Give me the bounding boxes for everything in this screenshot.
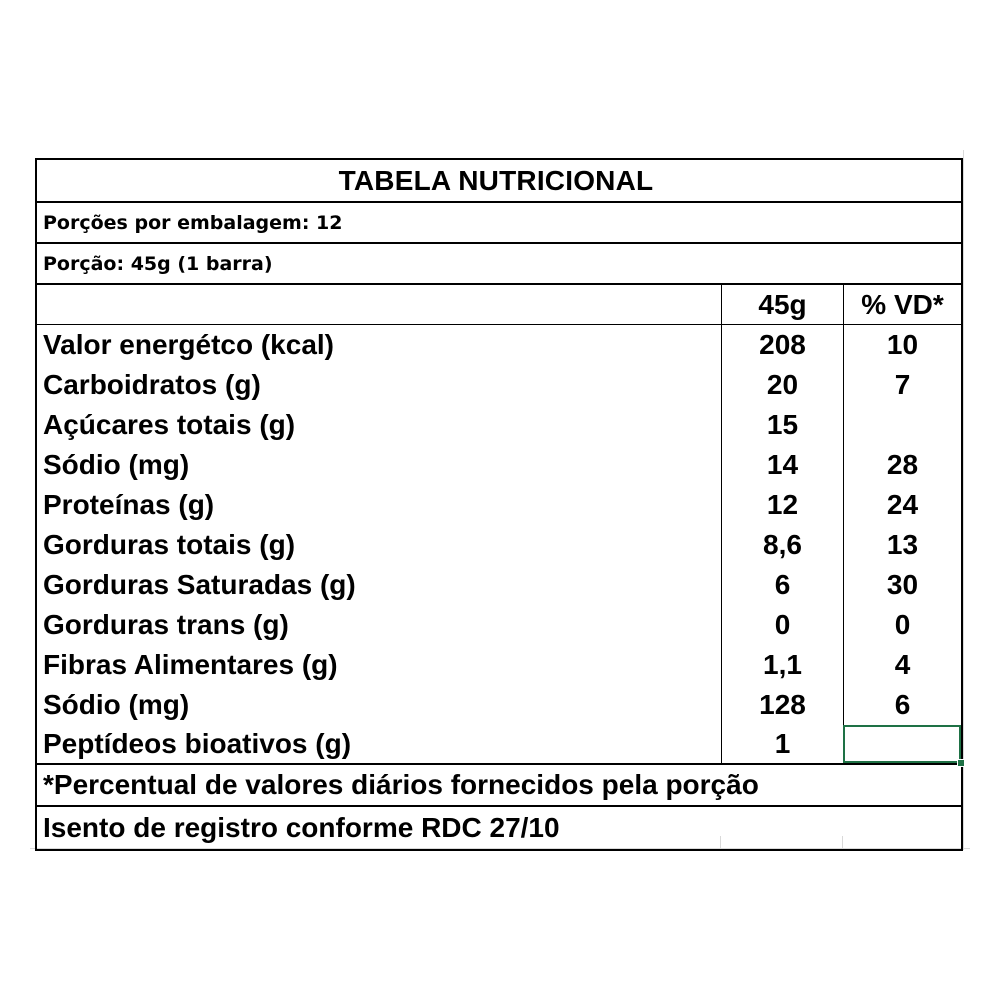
table-row	[37, 725, 961, 765]
serving-size: Porção: 45g (1 barra)	[43, 252, 273, 275]
table-row	[37, 325, 961, 365]
nutrient-dv-cell[interactable]	[843, 405, 961, 445]
table-row	[37, 565, 961, 605]
nutrient-dv-cell[interactable]: 13	[843, 525, 961, 565]
nutrient-dv-cell[interactable]: 24	[843, 485, 961, 525]
nutrient-amount-cell[interactable]: 1	[721, 725, 843, 763]
nutrient-amount-cell[interactable]: 14	[721, 445, 843, 485]
table-title-row[interactable]	[37, 160, 961, 203]
table-row	[37, 685, 961, 725]
column-header-row	[37, 285, 961, 325]
nutrient-label-cell[interactable]: Fibras Alimentares (g)	[43, 649, 338, 680]
nutrient-label-cell[interactable]: Sódio (mg)	[43, 449, 190, 480]
nutrition-table	[35, 158, 963, 851]
nutrient-amount-cell[interactable]: 128	[721, 685, 843, 725]
nutrient-label-cell[interactable]: Sódio (mg)	[43, 689, 190, 720]
table-row	[37, 365, 961, 405]
nutrient-dv-cell[interactable]: 7	[843, 365, 961, 405]
sheet-gridline	[963, 150, 964, 850]
nutrient-dv-cell[interactable]: 30	[843, 565, 961, 605]
nutrient-dv-cell[interactable]: 28	[843, 445, 961, 485]
servings-per-package: Porções por embalagem: 12	[43, 211, 343, 234]
nutrient-label-cell[interactable]: Açúcares totais (g)	[43, 409, 296, 440]
nutrient-amount-cell[interactable]: 20	[721, 365, 843, 405]
registration-note: Isento de registro conforme RDC 27/10	[43, 812, 560, 843]
table-row	[37, 405, 961, 445]
servings-row[interactable]	[37, 203, 961, 244]
nutrient-amount-cell[interactable]: 0	[721, 605, 843, 645]
nutrient-amount-cell[interactable]: 1,1	[721, 645, 843, 685]
table-row	[37, 485, 961, 525]
nutrient-amount-cell[interactable]: 6	[721, 565, 843, 605]
footnote-row[interactable]	[37, 765, 961, 807]
nutrient-dv-cell[interactable]: 10	[843, 325, 961, 365]
nutrient-label-cell[interactable]: Valor energétco (kcal)	[43, 329, 335, 360]
registration-row[interactable]	[37, 807, 961, 849]
nutrient-amount-cell[interactable]: 15	[721, 405, 843, 445]
table-title: TABELA NUTRICIONAL	[338, 164, 654, 196]
serving-size-row[interactable]	[37, 244, 961, 285]
table-row	[37, 605, 961, 645]
nutrient-dv-cell[interactable]: 4	[843, 645, 961, 685]
table-row	[37, 525, 961, 565]
nutrient-amount-cell[interactable]: 208	[721, 325, 843, 365]
header-amount-cell[interactable]: 45g	[721, 285, 843, 324]
nutrient-amount-cell[interactable]: 12	[721, 485, 843, 525]
nutrient-label-cell[interactable]: Carboidratos (g)	[43, 369, 261, 400]
selected-dv-cell[interactable]	[843, 725, 961, 763]
footnote: *Percentual de valores diários fornecidos pela porção	[43, 769, 759, 800]
nutrient-label-cell[interactable]: Gorduras trans (g)	[43, 609, 289, 640]
nutrient-dv-cell[interactable]: 0	[843, 605, 961, 645]
nutrient-label-cell[interactable]: Peptídeos bioativos (g)	[43, 728, 352, 759]
table-row	[37, 645, 961, 685]
nutrient-label-cell[interactable]: Proteínas (g)	[43, 489, 215, 520]
nutrient-dv-cell[interactable]: 6	[843, 685, 961, 725]
nutrient-amount-cell[interactable]: 8,6	[721, 525, 843, 565]
nutrient-label-cell[interactable]: Gorduras totais (g)	[43, 529, 296, 560]
nutrient-label-cell[interactable]: Gorduras Saturadas (g)	[43, 569, 356, 600]
table-row	[37, 445, 961, 485]
header-dv-cell[interactable]: % VD*	[843, 285, 961, 324]
nutrient-rows	[37, 325, 961, 765]
